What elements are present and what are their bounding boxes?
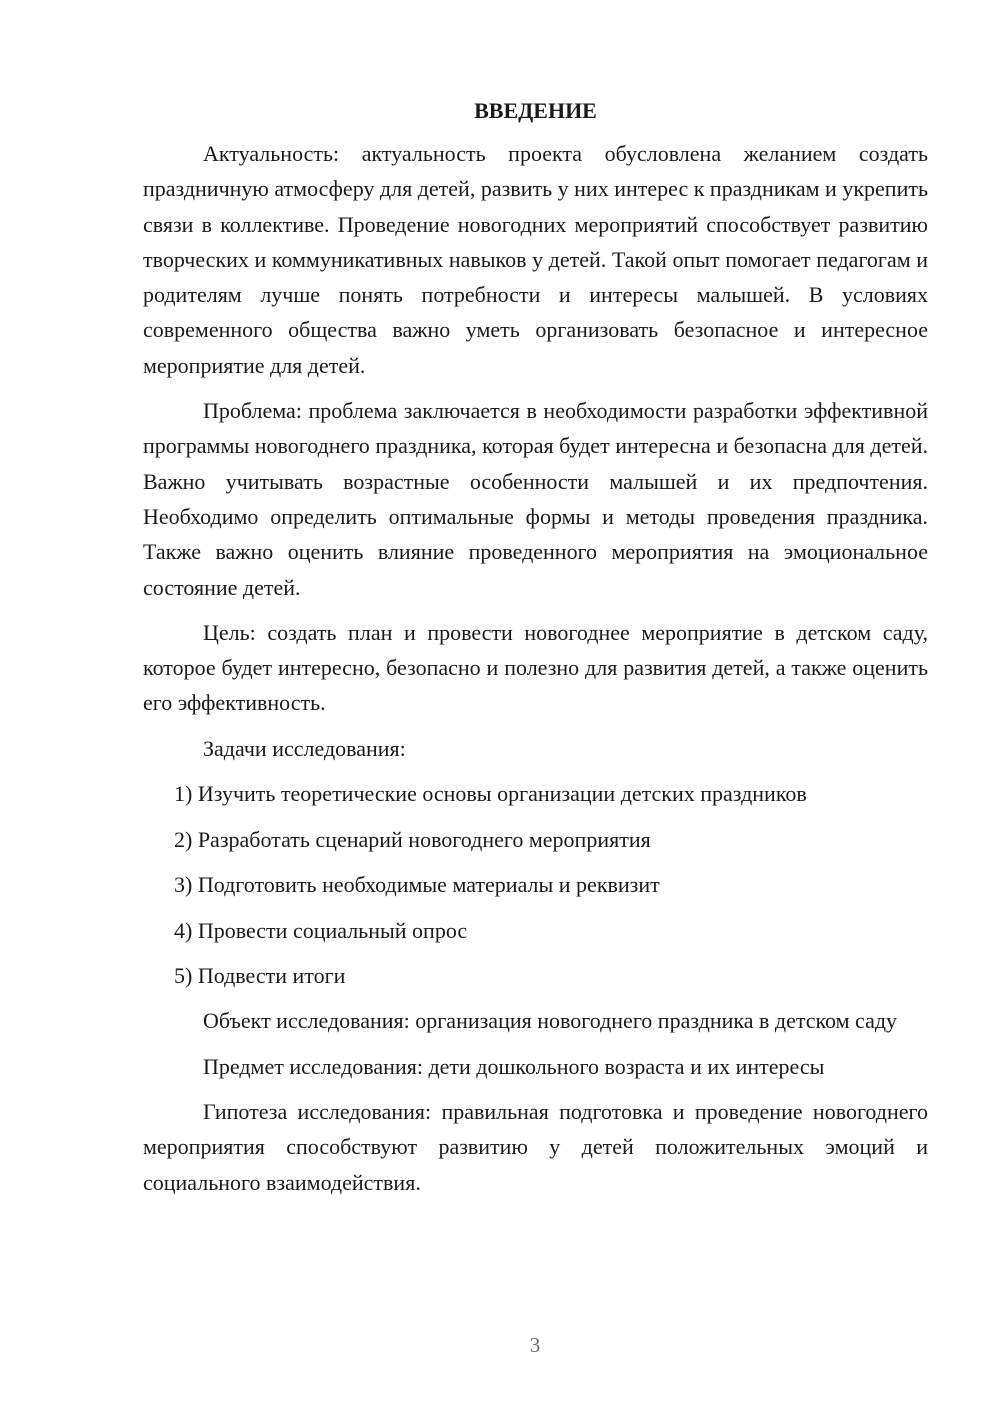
- section-title: ВВЕДЕНИЕ: [474, 98, 597, 123]
- object-paragraph: Объект исследования: организация новогоднего праздника в детском саду: [203, 1008, 898, 1034]
- page-number: 3: [529, 1333, 541, 1357]
- task-item: 4) Провести социальный опрос: [174, 917, 468, 943]
- subject-paragraph: Предмет исследования: дети дошкольного возраста и их интересы: [203, 1053, 825, 1079]
- task-item: 2) Разработать сценарий новогоднего мероприятия: [174, 826, 651, 852]
- problem-paragraph: Проблема: проблема заключается в необходимости разработки эффективной программы новогоднего праздника, которая будет интересна и безопасна для детей. Важно учитывать возрастные особенности малышей и их предпочтения. Необходимо определить оптимальные формы и методы проведения праздника. Также важно оценить влияние проведенного мероприятия на эмоциональное состояние детей.: [143, 398, 928, 600]
- task-item: 3) Подготовить необходимые материалы и реквизит: [174, 872, 660, 898]
- goal-paragraph: Цель: создать план и провести новогоднее мероприятие в детском саду, которое будет интересно, безопасно и полезно для развития детей, а также оценить его эффективность.: [143, 619, 928, 716]
- task-item: 1) Изучить теоретические основы организации детских праздников: [174, 781, 807, 807]
- tasks-heading: Задачи исследования:: [203, 735, 406, 761]
- task-item: 5) Подвести итоги: [174, 962, 346, 988]
- document-page: [143, 96, 928, 1200]
- tasks-list: [143, 776, 928, 993]
- relevance-paragraph: Актуальность: актуальность проекта обусловлена желанием создать праздничную атмосферу для детей, развить у них интерес к праздникам и укрепить связи в коллективе. Проведение новогодних мероприятий способствует развитию творческих и коммуникативных навыков у детей. Такой опыт помогает педагогам и родителям лучше понять потребности и интересы малышей. В условиях современного общества важно уметь организовать безопасное и интересное мероприятие для детей.: [143, 141, 928, 378]
- hypothesis-paragraph: Гипотеза исследования: правильная подготовка и проведение новогоднего мероприятия способствуют развитию у детей положительных эмоций и социального взаимодействия.: [143, 1099, 928, 1195]
